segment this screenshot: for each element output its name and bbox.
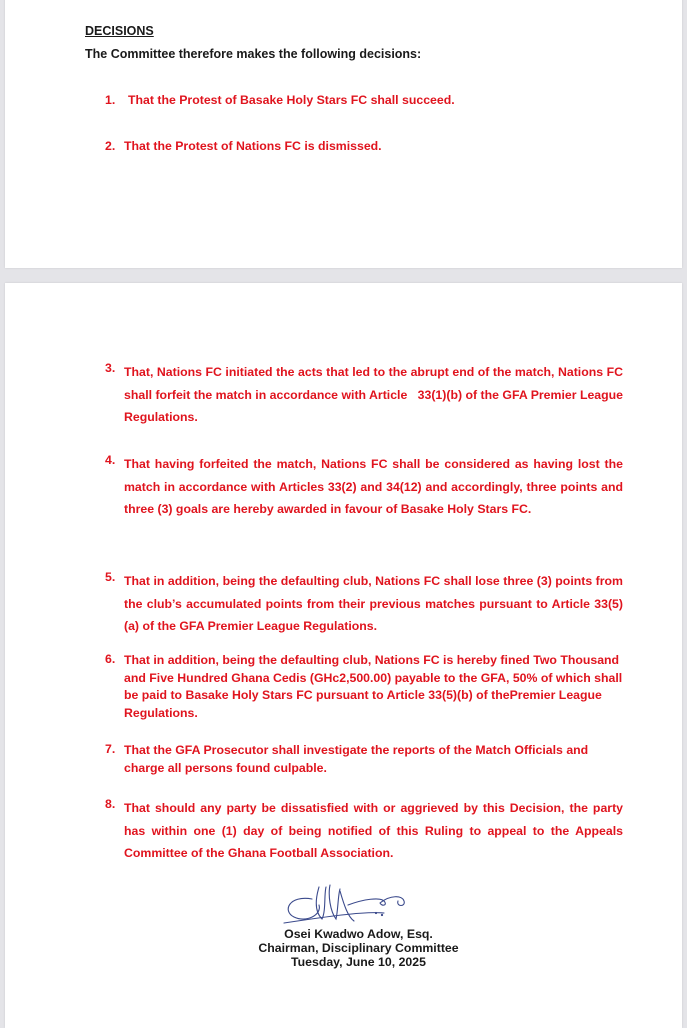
- decision-text: That having forfeited the match, Nations FC shall be considered as having lost the match in accordance with Articles 33(2) and 34(12) and accordingly, three points and three (3) goals are hereby awarded in favour of Basake Holy Stars FC.: [124, 457, 623, 516]
- decision-item-3: [105, 361, 623, 429]
- signatory-title: Chairman, Disciplinary Committee: [258, 941, 459, 955]
- decision-number: 2.: [105, 139, 116, 153]
- decision-item-1: [105, 93, 623, 107]
- decision-text: That, Nations FC initiated the acts that led to the abrupt end of the match, Nations FC shall forfeit the match in accordance with Article 33(1)(b) of the GFA Premier League Regulations.: [124, 365, 623, 424]
- decision-item-2: [105, 139, 623, 153]
- decision-text: That the Protest of Basake Holy Stars FC shall succeed.: [128, 93, 455, 107]
- decision-text: That in addition, being the defaulting club, Nations FC shall lose three (3) points from the club’s accumulated points from their previous matches pursuant to Article 33(5)(a) of the GFA Premier League Regulations.: [124, 574, 623, 633]
- decision-number: 5.: [105, 570, 116, 584]
- decision-item-5: [105, 570, 623, 638]
- section-heading: DECISIONS: [85, 24, 154, 38]
- decision-item-7: [105, 742, 623, 777]
- decision-item-6: [105, 652, 623, 722]
- signature-date: Tuesday, June 10, 2025: [291, 955, 426, 969]
- decision-text: That the Protest of Nations FC is dismissed.: [124, 139, 382, 153]
- document-page-2: [5, 283, 682, 1028]
- signatory-name: Osei Kwadwo Adow, Esq.: [284, 927, 433, 941]
- signature-block: [5, 881, 682, 969]
- decision-number: 6.: [105, 652, 116, 666]
- signature-icon: [264, 881, 424, 927]
- intro-text: The Committee therefore makes the following decisions:: [85, 47, 422, 61]
- decision-number: 1.: [105, 93, 116, 107]
- decision-number: 3.: [105, 361, 116, 375]
- decision-text: That the GFA Prosecutor shall investigate the reports of the Match Officials and charge all persons found culpable.: [124, 743, 589, 775]
- decision-number: 4.: [105, 453, 116, 467]
- document-page-1: [5, 0, 682, 268]
- decision-text: That in addition, being the defaulting club, Nations FC is hereby fined Two Thousand and Five Hundred Ghana Cedis (GHc2,500.00) payable to the GFA, 50% of which shall be paid to Basake Holy Stars FC pursuant to Article 33(5)(b) of thePremier League Regulations.: [124, 653, 623, 720]
- decision-number: 8.: [105, 797, 116, 811]
- decision-item-4: [105, 453, 623, 521]
- decision-item-8: [105, 797, 623, 865]
- decision-number: 7.: [105, 742, 116, 756]
- decision-text: That should any party be dissatisfied with or aggrieved by this Decision, the party has within one (1) day of being notified of this Ruling to appeal to the Appeals Committee of the Ghana Football Association.: [124, 801, 623, 860]
